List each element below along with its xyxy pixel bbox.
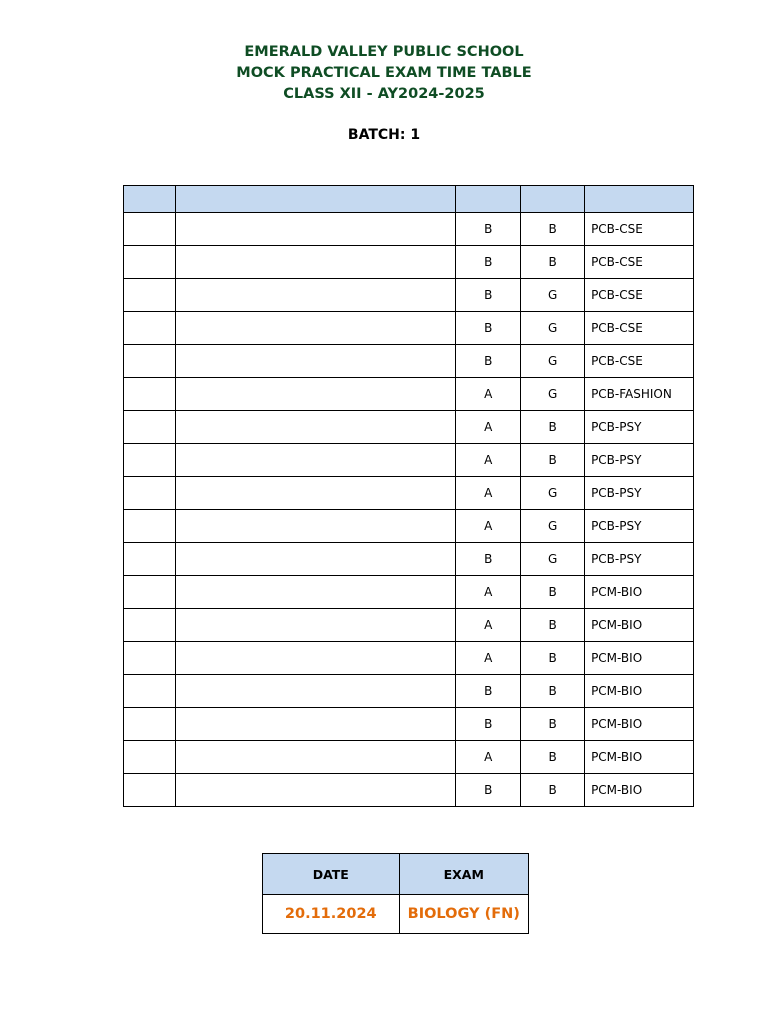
table-row bbox=[124, 609, 694, 642]
stream-cell: PCM-BIO bbox=[585, 675, 694, 708]
serial-cell bbox=[124, 576, 176, 609]
stream-cell: PCB-PSY bbox=[585, 444, 694, 477]
exam-row bbox=[263, 895, 529, 934]
serial-cell bbox=[124, 378, 176, 411]
table-row bbox=[124, 345, 694, 378]
section-cell: A bbox=[456, 378, 521, 411]
exam-schedule-table bbox=[262, 853, 529, 934]
section-cell: A bbox=[456, 411, 521, 444]
student-name-cell bbox=[175, 279, 455, 312]
exam-date: 20.11.2024 bbox=[263, 895, 400, 934]
serial-cell bbox=[124, 312, 176, 345]
section-cell: A bbox=[456, 609, 521, 642]
section-cell: A bbox=[456, 741, 521, 774]
student-name-cell bbox=[175, 345, 455, 378]
table-row bbox=[124, 510, 694, 543]
stream-cell: PCB-PSY bbox=[585, 543, 694, 576]
section-cell: A bbox=[456, 444, 521, 477]
stream-cell: PCM-BIO bbox=[585, 642, 694, 675]
roster-header-row bbox=[124, 186, 694, 213]
serial-cell bbox=[124, 741, 176, 774]
gender-cell: B bbox=[521, 708, 585, 741]
exam-column-header: EXAM bbox=[399, 854, 528, 895]
stream-cell: PCM-BIO bbox=[585, 708, 694, 741]
gender-cell: B bbox=[521, 213, 585, 246]
table-row bbox=[124, 576, 694, 609]
section-cell: B bbox=[456, 246, 521, 279]
gender-cell: B bbox=[521, 411, 585, 444]
table-row bbox=[124, 774, 694, 807]
gender-cell: B bbox=[521, 675, 585, 708]
serial-cell bbox=[124, 609, 176, 642]
class-year: CLASS XII - AY2024-2025 bbox=[283, 86, 485, 102]
gender-cell: G bbox=[521, 345, 585, 378]
serial-cell bbox=[124, 477, 176, 510]
serial-cell bbox=[124, 246, 176, 279]
section-cell: B bbox=[456, 312, 521, 345]
table-row bbox=[124, 708, 694, 741]
serial-cell bbox=[124, 774, 176, 807]
gender-cell: B bbox=[521, 774, 585, 807]
student-name-cell bbox=[175, 312, 455, 345]
serial-cell bbox=[124, 411, 176, 444]
section-cell: B bbox=[456, 279, 521, 312]
gender-cell: B bbox=[521, 576, 585, 609]
table-row bbox=[124, 279, 694, 312]
gender-cell: B bbox=[521, 741, 585, 774]
section-cell: B bbox=[456, 345, 521, 378]
stream-cell: PCM-BIO bbox=[585, 576, 694, 609]
roster-table bbox=[123, 185, 694, 807]
student-name-cell bbox=[175, 774, 455, 807]
stream-cell: PCB-PSY bbox=[585, 477, 694, 510]
gender-cell: G bbox=[521, 543, 585, 576]
serial-cell bbox=[124, 543, 176, 576]
table-row bbox=[124, 312, 694, 345]
section-cell: B bbox=[456, 675, 521, 708]
stream-cell: PCM-BIO bbox=[585, 741, 694, 774]
gender-cell: G bbox=[521, 510, 585, 543]
serial-cell bbox=[124, 279, 176, 312]
serial-cell bbox=[124, 675, 176, 708]
student-name-cell bbox=[175, 576, 455, 609]
student-name-cell bbox=[175, 675, 455, 708]
batch-label: BATCH: 1 bbox=[347, 127, 421, 143]
gender-cell: G bbox=[521, 279, 585, 312]
table-row bbox=[124, 675, 694, 708]
table-row bbox=[124, 642, 694, 675]
school-name: EMERALD VALLEY PUBLIC SCHOOL bbox=[244, 44, 524, 60]
student-name-cell bbox=[175, 543, 455, 576]
serial-cell bbox=[124, 213, 176, 246]
stream-cell: PCB-CSE bbox=[585, 279, 694, 312]
student-name-cell bbox=[175, 510, 455, 543]
stream-cell: PCB-FASHION bbox=[585, 378, 694, 411]
table-row bbox=[124, 444, 694, 477]
serial-cell bbox=[124, 642, 176, 675]
header-cell-stream bbox=[585, 186, 694, 213]
section-cell: A bbox=[456, 510, 521, 543]
section-cell: B bbox=[456, 213, 521, 246]
header-cell-name bbox=[175, 186, 455, 213]
stream-cell: PCB-CSE bbox=[585, 345, 694, 378]
roster-body bbox=[124, 213, 694, 807]
section-cell: B bbox=[456, 774, 521, 807]
exam-header-row bbox=[263, 854, 529, 895]
stream-cell: PCM-BIO bbox=[585, 774, 694, 807]
table-row bbox=[124, 378, 694, 411]
document-header bbox=[0, 42, 768, 105]
table-row bbox=[124, 411, 694, 444]
date-column-header: DATE bbox=[263, 854, 400, 895]
document-title: MOCK PRACTICAL EXAM TIME TABLE bbox=[236, 65, 532, 81]
table-row bbox=[124, 741, 694, 774]
gender-cell: B bbox=[521, 444, 585, 477]
serial-cell bbox=[124, 708, 176, 741]
section-cell: B bbox=[456, 708, 521, 741]
stream-cell: PCB-PSY bbox=[585, 510, 694, 543]
student-name-cell bbox=[175, 213, 455, 246]
section-cell: A bbox=[456, 642, 521, 675]
stream-cell: PCB-CSE bbox=[585, 312, 694, 345]
stream-cell: PCB-CSE bbox=[585, 246, 694, 279]
student-name-cell bbox=[175, 642, 455, 675]
header-cell-serial bbox=[124, 186, 176, 213]
student-name-cell bbox=[175, 411, 455, 444]
gender-cell: B bbox=[521, 246, 585, 279]
serial-cell bbox=[124, 345, 176, 378]
table-row bbox=[124, 246, 694, 279]
stream-cell: PCB-PSY bbox=[585, 411, 694, 444]
student-name-cell bbox=[175, 378, 455, 411]
table-row bbox=[124, 477, 694, 510]
gender-cell: B bbox=[521, 609, 585, 642]
gender-cell: G bbox=[521, 312, 585, 345]
student-name-cell bbox=[175, 609, 455, 642]
stream-cell: PCB-CSE bbox=[585, 213, 694, 246]
student-name-cell bbox=[175, 708, 455, 741]
table-row bbox=[124, 543, 694, 576]
serial-cell bbox=[124, 444, 176, 477]
serial-cell bbox=[124, 510, 176, 543]
gender-cell: G bbox=[521, 477, 585, 510]
stream-cell: PCM-BIO bbox=[585, 609, 694, 642]
student-name-cell bbox=[175, 477, 455, 510]
gender-cell: B bbox=[521, 642, 585, 675]
student-name-cell bbox=[175, 444, 455, 477]
gender-cell: G bbox=[521, 378, 585, 411]
exam-subject: BIOLOGY (FN) bbox=[399, 895, 528, 934]
table-row bbox=[124, 213, 694, 246]
student-name-cell bbox=[175, 246, 455, 279]
header-cell-gender bbox=[521, 186, 585, 213]
section-cell: A bbox=[456, 576, 521, 609]
header-cell-section bbox=[456, 186, 521, 213]
section-cell: B bbox=[456, 543, 521, 576]
section-cell: A bbox=[456, 477, 521, 510]
student-name-cell bbox=[175, 741, 455, 774]
